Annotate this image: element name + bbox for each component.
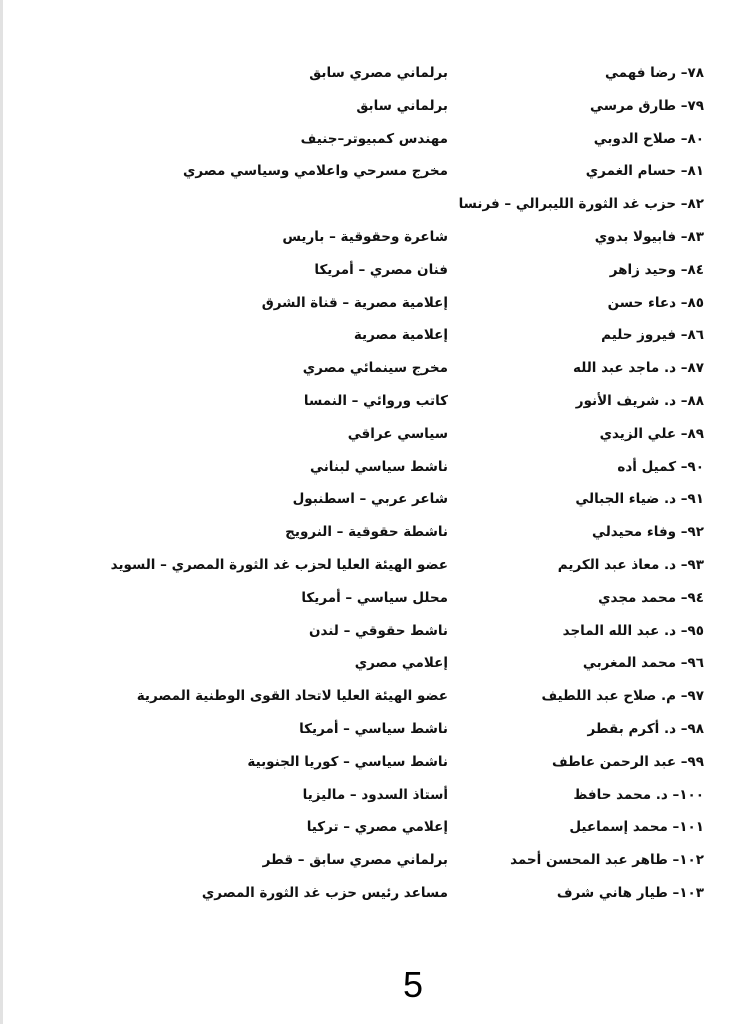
list-item bbox=[0, 615, 748, 648]
entry-description: ناشط سياسي – كوريا الجنوبية bbox=[247, 753, 448, 770]
signatory-list bbox=[0, 57, 748, 910]
entry-name: ٩٦– محمد المغربي bbox=[582, 655, 704, 672]
entry-name: ٨٠– صلاح الدوبي bbox=[593, 130, 704, 147]
entry-name: ٨٧– د. ماجد عبد الله bbox=[573, 360, 704, 377]
list-item bbox=[0, 155, 748, 188]
list-item bbox=[0, 713, 748, 746]
entry-description: مهندس كمبيوتر–جنيف bbox=[300, 130, 448, 147]
entry-name: ٩٥– د. عبد الله الماجد bbox=[562, 622, 704, 639]
list-item bbox=[0, 582, 748, 615]
entry-description: كاتب وروائي – النمسا bbox=[303, 392, 448, 409]
entry-description: سياسي عراقي bbox=[347, 425, 448, 442]
entry-description: أستاذ السدود – ماليزيا bbox=[302, 786, 448, 803]
entry-description: فنان مصري – أمريكا bbox=[314, 261, 448, 278]
list-item bbox=[0, 844, 748, 877]
entry-description: ناشط سياسي – أمريكا bbox=[299, 720, 448, 737]
entry-name: ٨٥– دعاء حسن bbox=[607, 294, 704, 311]
entry-description: عضو الهيئة العليا لاتحاد القوى الوطنية المصرية bbox=[136, 688, 448, 705]
entry-name: ٩٣– د. معاذ عبد الكريم bbox=[557, 556, 704, 573]
entry-description: إعلامية مصرية – قناة الشرق bbox=[261, 294, 448, 311]
entry-name: ١٠٣– طيار هاني شرف bbox=[556, 884, 704, 901]
entry-description: شاعرة وحقوقية – باريس bbox=[282, 228, 448, 245]
list-item bbox=[0, 746, 748, 779]
entry-description: إعلامي مصري bbox=[354, 655, 448, 672]
entry-name: ٨٣– فابيولا بدوي bbox=[594, 228, 704, 245]
list-item bbox=[0, 221, 748, 254]
entry-description: ناشطة حقوقية – النرويج bbox=[285, 524, 448, 541]
list-item bbox=[0, 451, 748, 484]
entry-description: مساعد رئيس حزب غد الثورة المصري bbox=[201, 884, 448, 901]
list-item bbox=[0, 418, 748, 451]
list-item bbox=[0, 549, 748, 582]
entry-name: ٨٩– علي الزيدي bbox=[599, 425, 704, 442]
list-item bbox=[0, 877, 748, 910]
entry-name: ١٠١– محمد إسماعيل bbox=[569, 819, 704, 836]
list-item bbox=[0, 57, 748, 90]
entry-name: ٩٨– د. أكرم بقطر bbox=[587, 720, 704, 737]
entry-name: ٩٠– كميل أده bbox=[617, 458, 704, 475]
list-item bbox=[0, 483, 748, 516]
list-item bbox=[0, 680, 748, 713]
list-item bbox=[0, 352, 748, 385]
entry-description: مخرج مسرحي واعلامي وسياسي مصري bbox=[182, 163, 448, 180]
entry-name: ٩٧– م. صلاح عبد اللطيف bbox=[541, 688, 704, 705]
entry-name: ٩٤– محمد مجدي bbox=[598, 589, 704, 606]
entry-description: برلماني سابق bbox=[356, 97, 448, 114]
entry-name: ٨٨– د. شريف الأنور bbox=[575, 392, 704, 409]
list-item bbox=[0, 516, 748, 549]
entry-name: ٩٩– عبد الرحمن عاطف bbox=[552, 753, 704, 770]
entry-description: محلل سياسي – أمريكا bbox=[301, 589, 448, 606]
list-item bbox=[0, 123, 748, 156]
entry-description: إعلامي مصري – تركيا bbox=[306, 819, 448, 836]
entry-description: إعلامية مصرية bbox=[353, 327, 448, 344]
list-item bbox=[0, 811, 748, 844]
entry-description: برلماني مصري سابق – قطر bbox=[262, 852, 448, 869]
entry-description: برلماني مصري سابق bbox=[309, 65, 448, 81]
entry-description: عضو الهيئة العليا لحزب غد الثورة المصري – السويد bbox=[110, 556, 448, 573]
entry-name: ٨٤– وحيد زاهر bbox=[609, 261, 704, 278]
list-item bbox=[0, 385, 748, 418]
entry-name: ٩٢– وفاء محيدلي bbox=[592, 524, 704, 541]
entry-name: ٩١– د. ضياء الجبالي bbox=[575, 491, 704, 508]
list-item bbox=[0, 90, 748, 123]
entry-name: ١٠٠– د. محمد حافظ bbox=[573, 786, 704, 803]
list-item bbox=[0, 779, 748, 812]
entry-name: ١٠٢– طاهر عبد المحسن أحمد bbox=[510, 852, 704, 869]
list-item bbox=[0, 188, 748, 221]
entry-description: مخرج سينمائي مصري bbox=[302, 360, 448, 377]
list-item bbox=[0, 319, 748, 352]
entry-description: شاعر عربي – اسطنبول bbox=[292, 491, 448, 508]
list-item bbox=[0, 287, 748, 320]
entry-name: ٧٨– رضا فهمي bbox=[605, 65, 704, 81]
entry-name: ٨٢– حزب غد الثورة الليبرالي – فرنسا bbox=[458, 196, 704, 213]
list-item bbox=[0, 647, 748, 680]
page-number: 5 bbox=[403, 964, 424, 1005]
entry-name: ٨٦– فيروز حليم bbox=[601, 327, 704, 344]
entry-description: ناشط حقوقي – لندن bbox=[308, 622, 448, 639]
entry-name: ٧٩– طارق مرسي bbox=[590, 97, 704, 114]
entry-description: ناشط سياسي لبناني bbox=[310, 458, 448, 475]
list-item bbox=[0, 254, 748, 287]
entry-name: ٨١– حسام الغمري bbox=[585, 163, 704, 180]
